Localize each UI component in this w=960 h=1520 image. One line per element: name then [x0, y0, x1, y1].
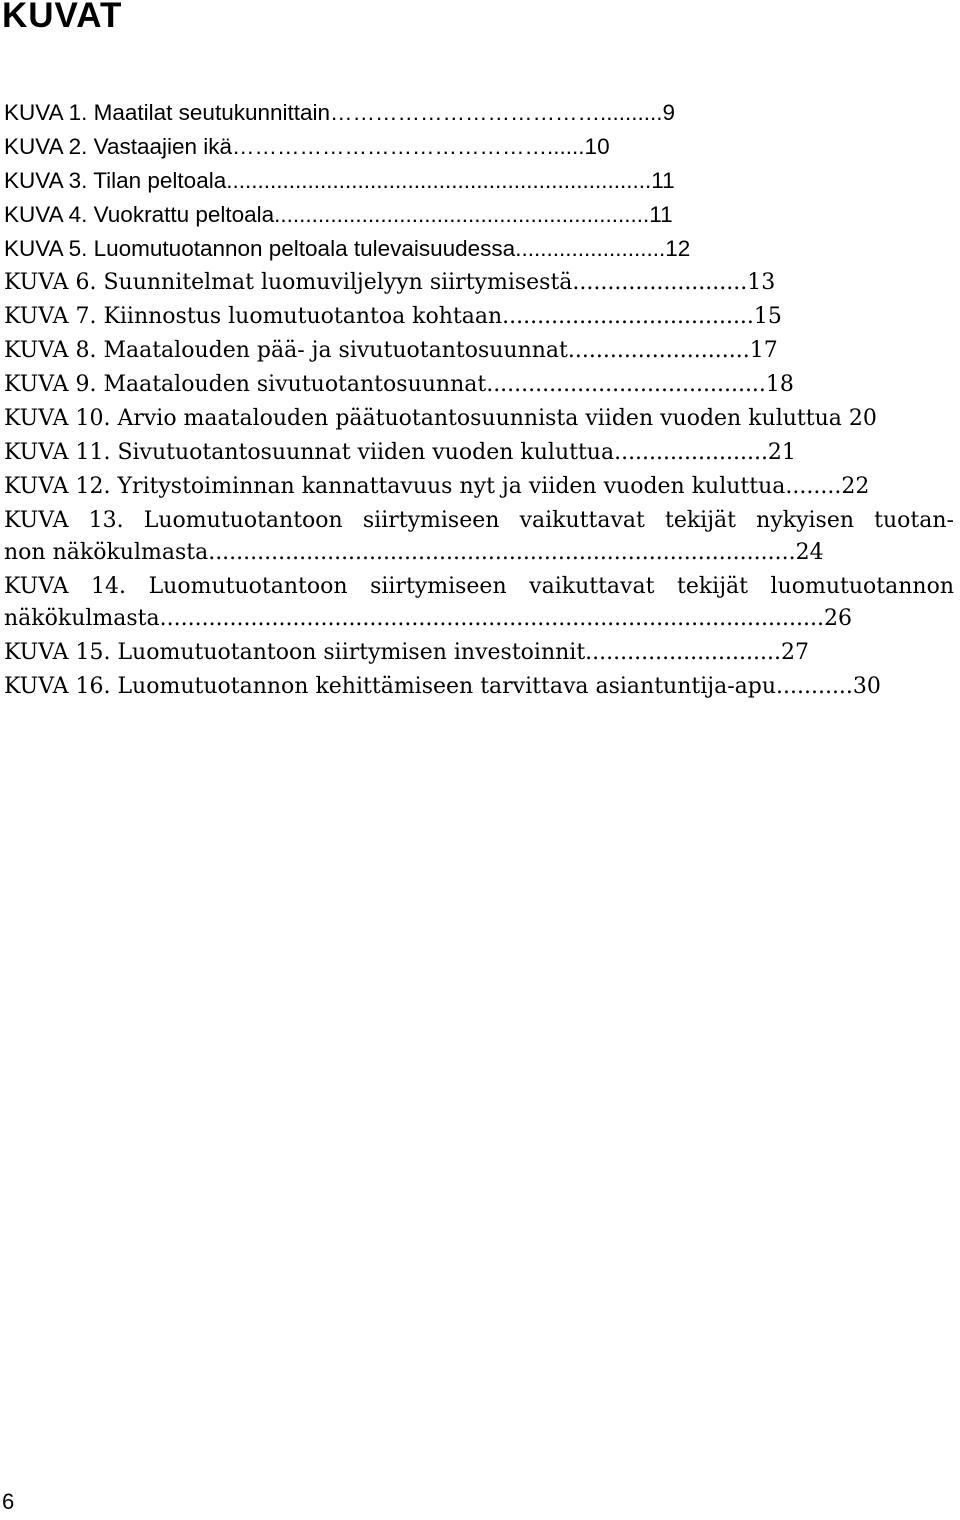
toc-entry: KUVA 5. Luomutuotannon peltoala tulevaisuudessa........................12: [4, 236, 691, 261]
toc-entry: KUVA 2. Vastaajien ikä……………………………………......10: [4, 134, 610, 159]
toc-entry: KUVA 10. Arvio maatalouden päätuotantosuunnista viiden vuoden kuluttua 20: [4, 406, 877, 431]
toc-entry: KUVA 4. Vuokrattu peltoala............................................................11: [4, 202, 673, 227]
toc-entry-continuation: näkökulmasta...............................................................................................26: [4, 606, 852, 631]
toc-entry: KUVA 15. Luomutuotantoon siirtymisen investoinnit............................27: [4, 640, 809, 665]
toc-entry: KUVA 8. Maatalouden pää- ja sivutuotantosuunnat..........................17: [4, 338, 778, 363]
toc-entry: KUVA 16. Luomutuotannon kehittämiseen tarvittava asiantuntija-apu...........30: [4, 674, 881, 699]
toc-entry: KUVA 7. Kiinnostus luomutuotantoa kohtaan....................................15: [4, 304, 782, 329]
toc-entry: KUVA 13. Luomutuotantoon siirtymiseen vaikuttavat tekijät nykyisen tuotan-: [4, 508, 954, 533]
toc-entry-continuation: non näkökulmasta....................................................................................24: [4, 540, 824, 565]
page-heading: KUVAT: [2, 0, 123, 35]
page-number: 6: [2, 1489, 15, 1514]
toc-entry: KUVA 11. Sivutuotantosuunnat viiden vuoden kuluttua......................21: [4, 440, 796, 465]
toc-entry: KUVA 9. Maatalouden sivutuotantosuunnat........................................18: [4, 372, 794, 397]
toc-entry: KUVA 1. Maatilat seutukunnittain………………………………..........9: [4, 100, 676, 125]
toc-entry: KUVA 3. Tilan peltoala....................................................................11: [4, 168, 675, 193]
toc-entry: KUVA 6. Suunnitelmat luomuviljelyyn siirtymisestä.........................13: [4, 270, 776, 295]
toc-entry: KUVA 12. Yritystoiminnan kannattavuus nyt ja viiden vuoden kuluttua........22: [4, 474, 870, 499]
toc-entry: KUVA 14. Luomutuotantoon siirtymiseen vaikuttavat tekijät luomutuotannon: [4, 574, 954, 599]
